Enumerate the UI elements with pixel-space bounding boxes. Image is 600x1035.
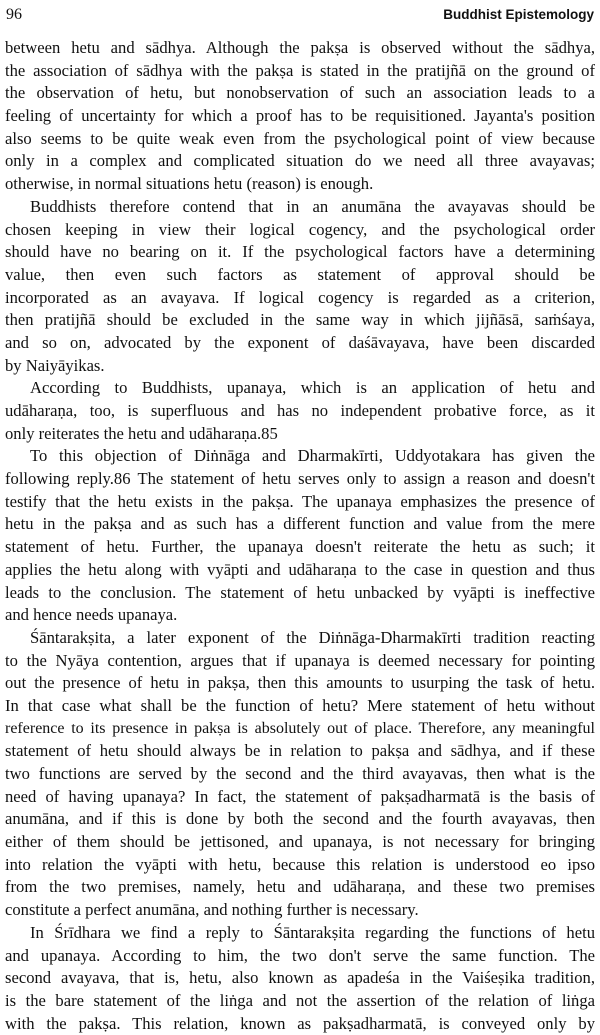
text-line: between hetu and sādhya. Although the pakṣa is observed without the sādhya, [5, 38, 595, 57]
text-line: by Naiyāyikas. [5, 355, 105, 375]
text-line: feeling of uncertainty for which a proof has to be requisitioned. Jayanta's position [5, 106, 595, 126]
text-line: reference to its presence in pakṣa is absolutely out of place. Therefore, any meaningful [5, 719, 595, 737]
text-line: incorporated as an avayava. If logical cogency is regarded as a criterion, [5, 287, 595, 307]
text-line: and hence needs upanaya. [5, 605, 178, 625]
text-line: applies the hetu along with vyāpti and udāharaṇa to the case in question and thus [5, 559, 595, 579]
text-line: only reiterates the hetu and udāharaṇa.85 [5, 423, 278, 443]
text-line: following reply.86 The statement of hetu serves only to assign a reason and doesn't [5, 469, 595, 489]
text-line: and so on, advocated by the exponent of daśāvayava, have been discarded [5, 332, 595, 352]
text-line: with the pakṣa. This relation, known as pakṣadharmatā, is conveyed only by [5, 1013, 595, 1033]
text-line: only in a complex and complicated situation do we need all three avayavas; [5, 151, 595, 171]
text-line: is the bare statement of the liṅga and not the assertion of the relation of liṅga [5, 990, 595, 1010]
text-line: otherwise, in normal situations hetu (reason) is enough. [5, 174, 374, 194]
text-line: into relation the vyāpti with hetu, because this relation is understood eo ipso [5, 854, 595, 874]
running-title: Buddhist Epistemology [443, 7, 594, 22]
text-line: According to Buddhists, upanaya, which is an application of hetu and [30, 378, 595, 398]
text-line: either of them should be jettisoned, and upanaya, is not necessary for bringing [5, 832, 595, 852]
text-line: Buddhists therefore contend that in an anumāna the avayavas should be [30, 196, 595, 216]
text-line: should have no bearing on it. If the psychological factors have a determining [5, 242, 595, 262]
text-line: leads to the conclusion. The statement of hetu unbacked by vyāpti is ineffective [5, 582, 595, 602]
text-line: constitute a perfect anumāna, and nothing further is necessary. [5, 900, 419, 920]
page-number: 96 [6, 6, 22, 23]
text-line: udāharaṇa, too, is superfluous and has no independent probative force, as it [5, 401, 595, 420]
text-line: value, then even such factors as statement of approval should be [5, 264, 595, 284]
text-line: anumāna, and if this is done by both the second and the fourth avayavas, then [5, 809, 595, 829]
text-line: chosen keeping in view their logical cogency, and the psychological order [5, 219, 595, 239]
body-text [5, 37, 595, 1035]
page-header [5, 6, 595, 32]
text-line: from the two premises, namely, hetu and udāharaṇa, and these two premises [5, 877, 595, 897]
text-line: also seems to be quite weak even from the psychological point of view because [5, 128, 595, 148]
text-line: to the Nyāya contention, argues that if upanaya is deemed necessary for pointing [5, 650, 595, 670]
text-line: Śāntarakṣita, a later exponent of the Diṅnāga-Dharmakīrti tradition reacting [30, 627, 595, 647]
text-line: hetu in the pakṣa and as such has a different function and value from the mere [5, 514, 595, 534]
text-line: In Śrīdhara we find a reply to Śāntarakṣita regarding the functions of hetu [30, 922, 595, 942]
text-line: out the presence of hetu in pakṣa, then this amounts to usurping the task of hetu. [5, 673, 595, 693]
text-line: then pratijñā should be excluded in the same way in which jijñāsā, saṁśaya, [5, 310, 595, 330]
text-line: In that case what shall be the function of hetu? Mere statement of hetu without [5, 695, 595, 715]
text-line: the association of sādhya with the pakṣa is stated in the pratijñā on the ground of [5, 60, 595, 80]
text-line: statement of hetu should always be in relation to pakṣa and sādhya, and if these [5, 741, 595, 761]
text-line: To this objection of Diṅnāga and Dharmakīrti, Uddyotakara has given the [30, 446, 595, 466]
text-line: statement of hetu. Further, the upanaya doesn't reiterate the hetu as such; it [5, 537, 595, 557]
text-line: and upanaya. According to him, the two don't serve the same function. The [5, 945, 595, 965]
text-line: second avayava, that is, hetu, also known as apadeśa in the Vaiśeṣika tradition, [5, 968, 595, 988]
text-line: the observation of hetu, but nonobservation of such an association leads to a [5, 83, 595, 103]
text-line: testify that the hetu exists in the pakṣa. The upanaya emphasizes the presence of [5, 491, 595, 511]
text-line: two functions are served by the second and the third avayavas, then what is the [5, 764, 595, 783]
text-line: need of having upanaya? In fact, the statement of pakṣadharmatā is the basis of [5, 786, 595, 806]
